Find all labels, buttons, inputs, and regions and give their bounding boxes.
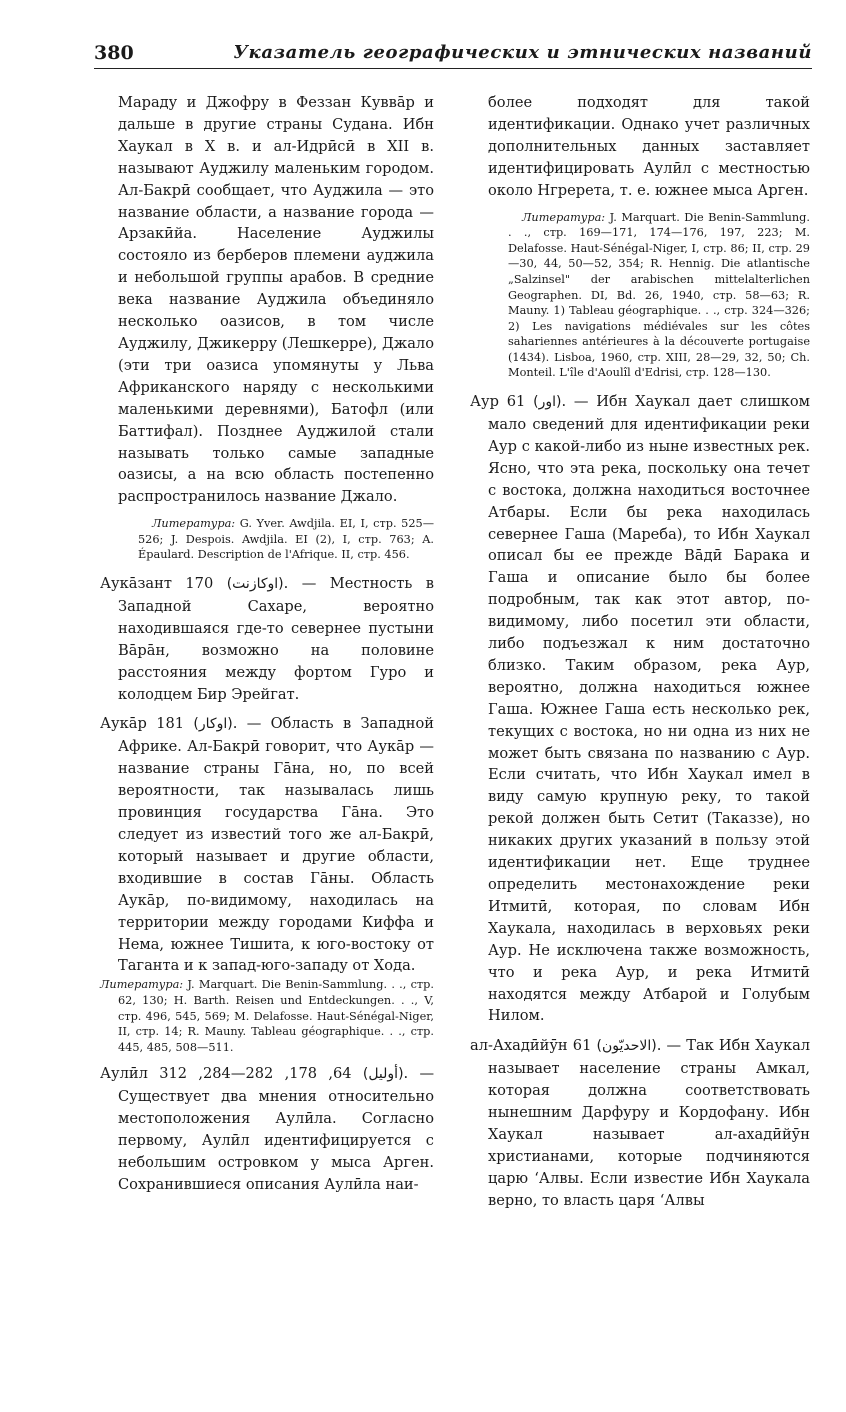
entry-arabic: (اوكار): [193, 716, 233, 733]
entry-text: — Местность в Западной Сахаре, вероятно находившаяся где-то севернее пустыни Вāрāн, возможно на половине расстояния между фортом Гуро и колодцем Бир Эрейгат.: [118, 575, 435, 703]
literature-note: [470, 210, 810, 382]
continued-entry-text: Мараду и Джофру в Феззан Куввāр и дальше в другие страны Судана. Ибн Хаукал в X в. и ал-Идрӣсӣ в XII в. называют Ауджилу маленьким городом. Ал-Бакрӣ сообщает, что Ауджила — это название области, а название города — Арзакӣйа. Население Ауджилы состояло из берберов племени ауджила и небольшой группы арабов. В средние века название Ауджила объединяло несколько оазисов, в том числе Ауджилу, Джикерру (Лешкерре), Джало (эти три оазиса упомянуты у Льва Африканского наряду с несколькими маленькими деревнями), Батофл (или Баттифал). Позднее Ауджилой стали называть только самые западные оазисы, а на всю область постепенно распространилось название Джало.: [118, 94, 434, 506]
continued-entry-text: более подходят для такой идентификации. Однако учет различных дополнительных данных заставляет идентифицировать Аулӣл с местностью около Нгререта, т. е. южнее мыса Арген.: [488, 94, 810, 199]
entry-headword: Аукāр: [100, 715, 147, 733]
page-header: [94, 38, 812, 69]
entry-arabic: (اوكازنت): [226, 576, 284, 592]
literature-note: [100, 516, 434, 563]
entry-pages: 181.: [156, 715, 238, 733]
literature-text: J. Marquart. Die Benin-Sammlung. . ., стр. 62, 130; H. Barth. Reisen und Entdeckungen. . ., V, стр. 496, 545, 569; M. Delafosse. Haut-Sénégal-Niger, II, стр. 14; R. Mauny. Tableau géographique. . ., стр. 445, 485, 508—511.: [118, 978, 434, 1054]
entry-pages: 170.: [185, 575, 289, 592]
literature-label: Литература:: [100, 978, 184, 992]
literature-label: Литература:: [522, 210, 606, 224]
right-column: [470, 92, 810, 1212]
literature-label: Литература:: [152, 517, 236, 531]
entry-text: — Ибн Хаукал дает слишком мало сведений для идентификации реки Аур с какой-либо из ныне известных рек. Ясно, что эта река, поскольку она течет с востока, должна находиться восточнее Атбары. Если бы река находилась севернее Гаша (Мареба), то Ибн Хаукал описал бы ее прежде Вāдӣ Барака и Гаша и описание было бы более подробным, так как этот автор, по-видимому, либо посетил эти области, либо подъезжал к ним достаточно близко. Таким образом, река Аур, вероятно, должна находиться южнее Гаша. Южнее Гаша есть несколько рек, текущих с востока, но ни одна из них не может быть связана по названию с Аур. Если считать, что Ибн Хаукал имел в виду самую крупную реку, то такой рекой должен быть Сетит (Таказзе), но никаких других указаний в пользу этой идентификации нет. Еще труднее определить местонахождение реки Итмитӣ, которая, по словам Ибн Хаукала, находилась в верховьях реки Аур. Не исключена также возможность, что и река Аур, и река Итмитӣ находятся между Атбарой и Голубым Нилом.: [488, 393, 810, 1025]
entry-arabic: (اور): [533, 394, 562, 411]
entry-pages: 61.: [572, 1037, 662, 1055]
index-entry-aulil: [100, 1063, 434, 1195]
index-entry-aukazant: [100, 573, 434, 705]
page-number: 380: [94, 42, 134, 64]
entry-headword: ал-Ахадӣйӯн: [470, 1037, 568, 1055]
index-entry-aur: [470, 391, 810, 1027]
left-column: [100, 92, 434, 1196]
literature-text: G. Yver. Awdjila. EI, I, стр. 525—526; J. Despois. Awdjila. EI (2), I, стр. 763; A. Épaulard. Description de l'Afrique. II, стр. 456.: [138, 517, 434, 562]
entry-headword: Аулӣл: [100, 1065, 148, 1083]
entry-headword: Аур: [470, 393, 499, 411]
index-entry-aukar: [100, 713, 434, 1055]
entry-text: — Существует два мнения относительно местоположения Аулӣла. Согласно первому, Аулӣл идентифицируется с небольшим островком у мыса Арген. Сохранившиеся описания Аулӣла наи-: [118, 1065, 435, 1193]
entry-arabic: (أوليل): [362, 1066, 404, 1083]
entry-text: — Область в Западной Африке. Ал-Бакрӣ говорит, что Аукāр — название страны Гāна, но, по всей вероятности, так называлась лишь провинция государства Гāна. Это следует из известий того же ал-Бакрӣ, который называет и другие области, входившие в состав Гāны. Область Аукāр, по-видимому, находилась на территории между городами Киффа и Нема, южнее Тишита, к юго-востоку от Таганта и к запад-юго-западу от Хода.: [118, 715, 434, 975]
entry-pages: 61.: [506, 393, 567, 411]
index-entry-al-ahadiyun: [470, 1035, 810, 1211]
literature-note: [100, 977, 434, 1055]
entry-text: — Так Ибн Хаукал называет население страны Амкал, которая должна соответствовать нынешним Дарфуру и Кордофану. Ибн Хаукал называет ал-ахадӣйӯн христианами, которые подчиняются царю ʻАлвы. Если известие Ибн Хаукала верно, то власть царя ʻАлвы: [488, 1037, 811, 1209]
entry-headword: Аукāзант: [100, 575, 172, 592]
running-title: Указатель географических и этнических названий: [233, 42, 812, 63]
entry-arabic: (الاحديّون): [596, 1038, 657, 1055]
entry-pages: 64, 178, 282—284, 312.: [159, 1065, 409, 1083]
literature-text: J. Marquart. Die Benin-Sammlung. . ., стр. 169—171, 174—176, 197, 223; M. Delafosse. Haut-Sénégal-Niger, I, стр. 86; II, стр. 29—30, 44, 50—52, 354; R. Hennig. Die atlantische „Salzinsel" der arabischen mittelalterlichen Geographen. DI, Bd. 26, 1940, стр. 58—63; R. Mauny. 1) Tableau géographique. . ., стр. 324—326; 2) Les navigations médiévales sur les côtes sahariennes antérieures à la découverte portugaise (1434). Lisboa, 1960, стр. XIII, 28—29, 32, 50; Ch. Monteil. L'île d'Aoulîl d'Edrisi, стр. 128—130.: [508, 210, 811, 380]
